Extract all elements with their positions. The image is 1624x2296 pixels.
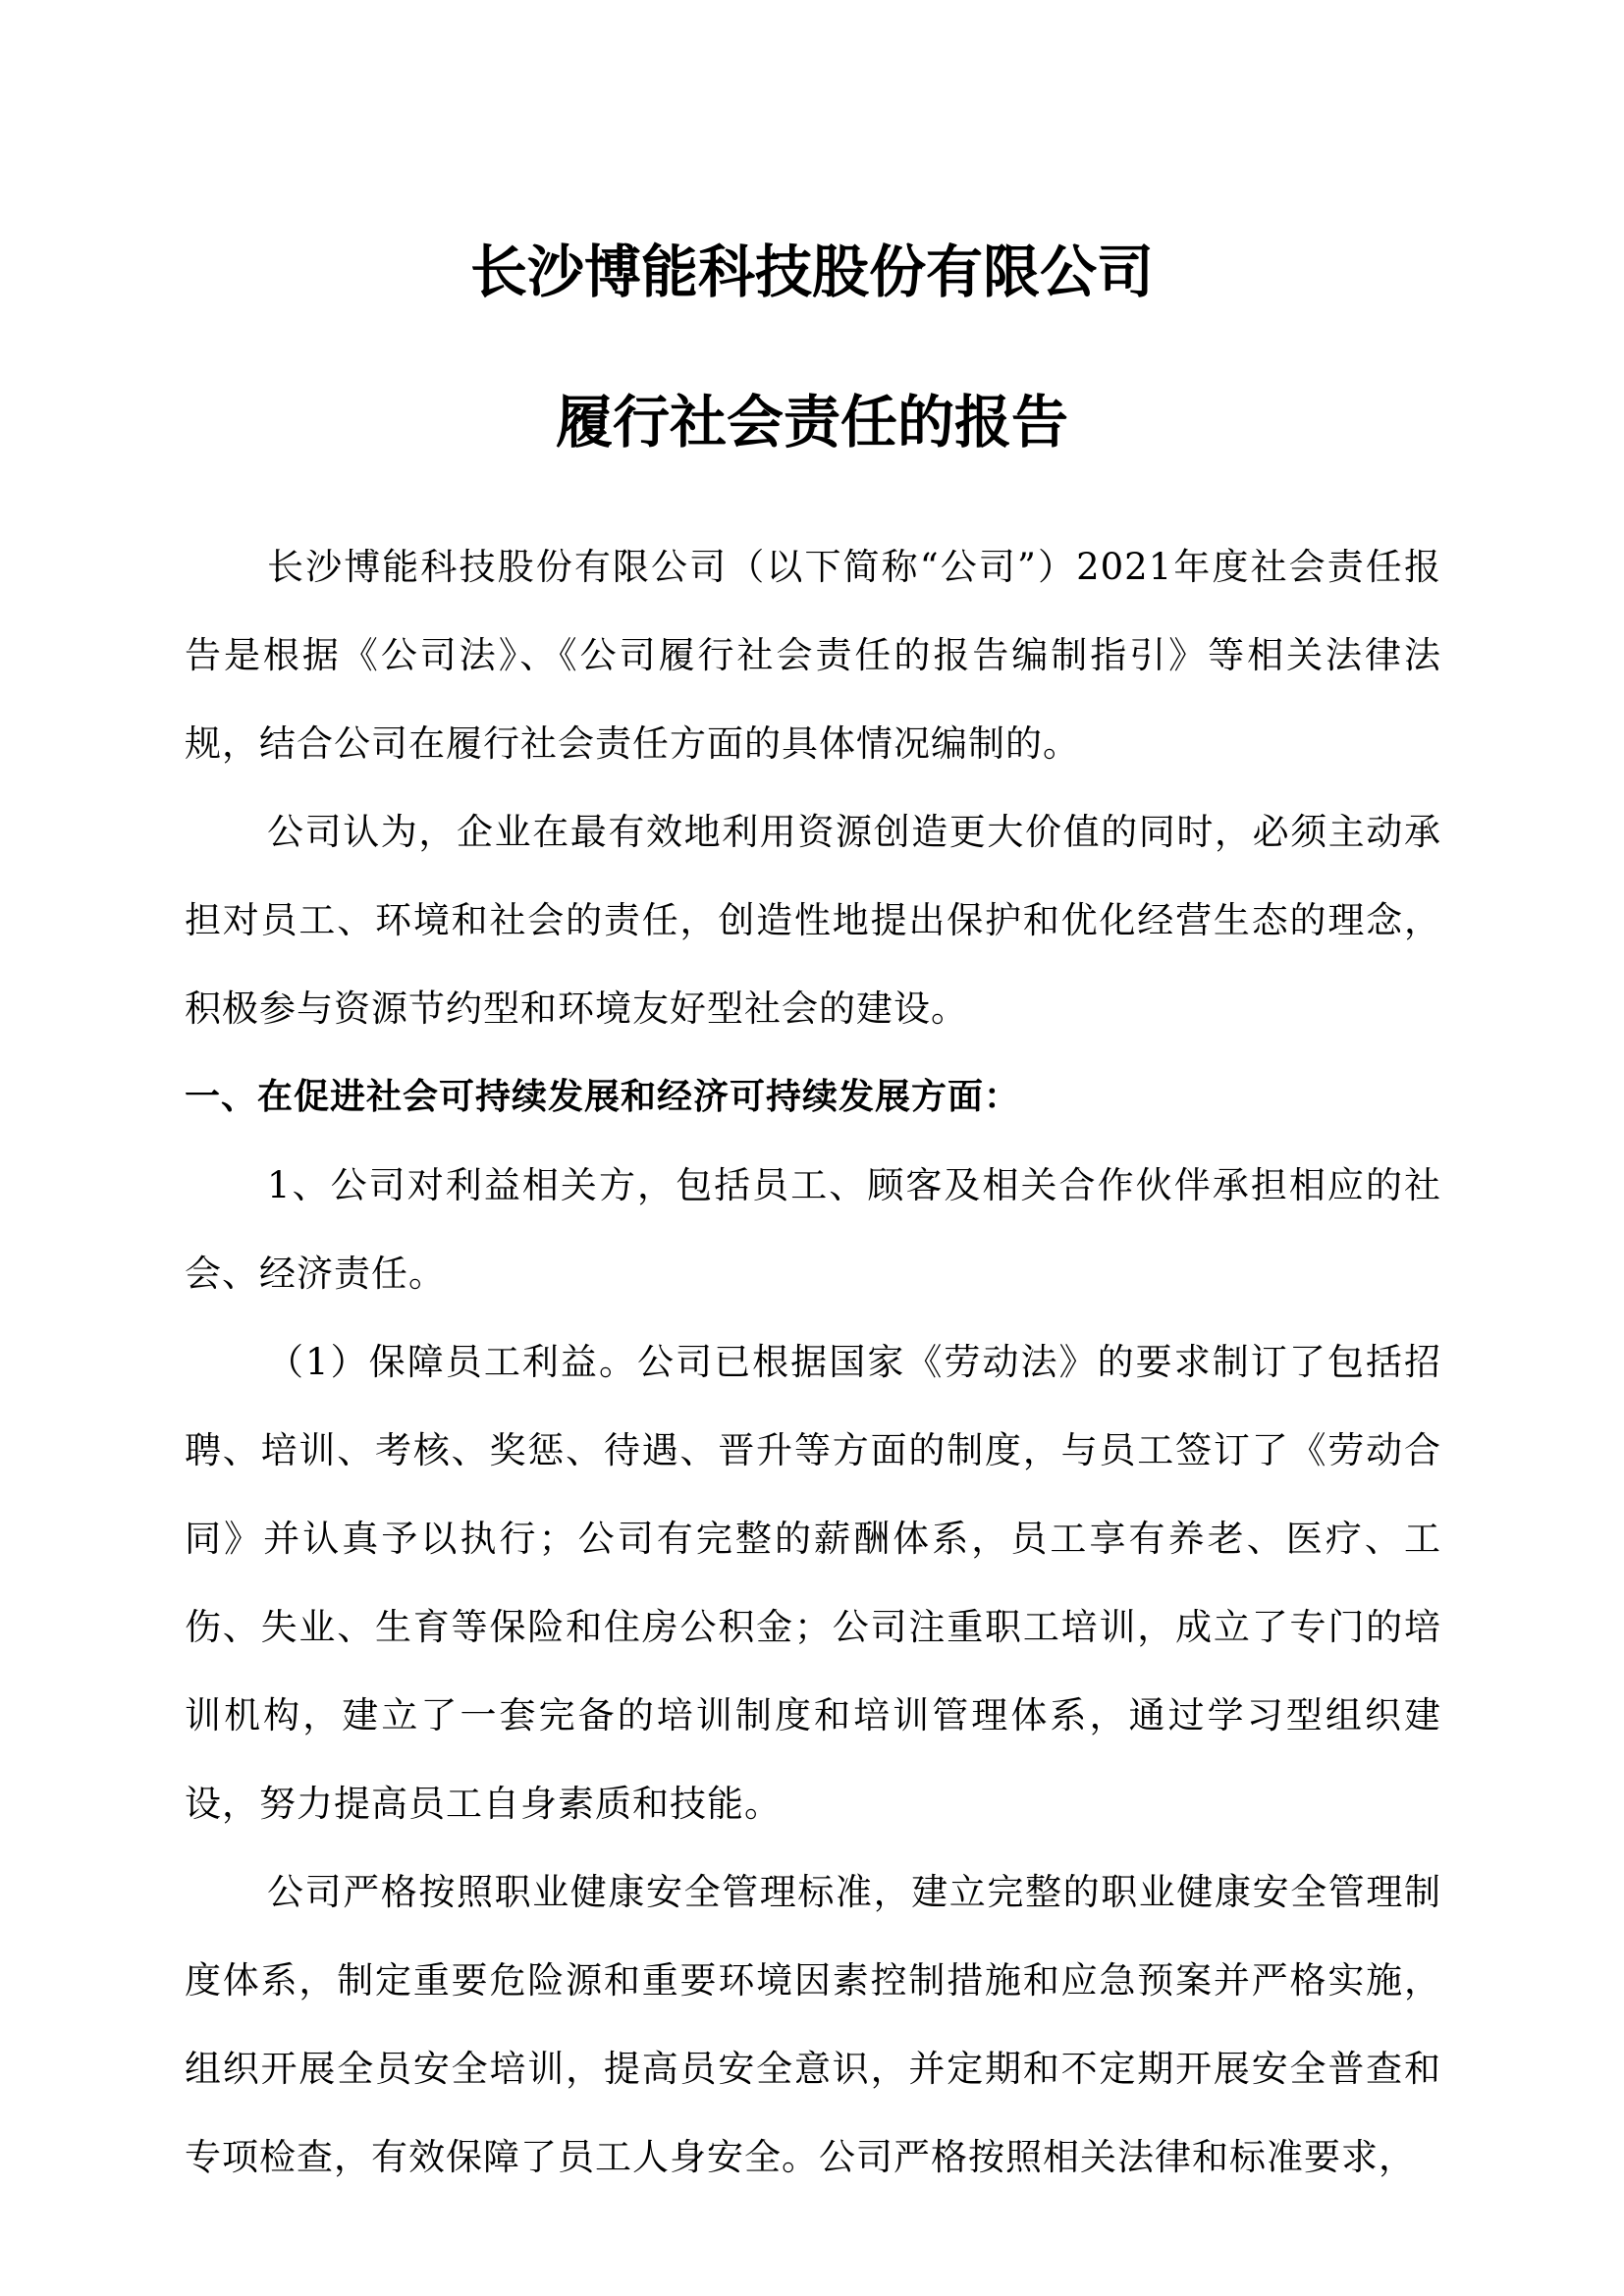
paragraph-safety: 公司严格按照职业健康安全管理标准，建立完整的职业健康安全管理制度体系，制定重要危险源和重要环境因素控制措施和应急预案并严格实施，组织开展全员安全培训，提高员安全意识，并定期和不定期开展安全普查和专项检查，有效保障了员工人身安全。公司严格按照相关法律和标准要求， [185, 1871, 1441, 2178]
document-title-report: 履行社会责任的报告 [555, 389, 1068, 455]
paragraph-intro: 长沙博能科技股份有限公司（以下简称“公司”）2021年度社会责任报告是根据《公司法》、《公司履行社会责任的报告编制指引》等相关法律法规，结合公司在履行社会责任方面的具体情况编制的。 [185, 546, 1441, 765]
document-body [185, 523, 1441, 2202]
document-title-company: 长沙博能科技股份有限公司 [469, 239, 1154, 305]
section-heading-1: 一、在促进社会可持续发展和经济可持续发展方面： [185, 1077, 1021, 1117]
paragraph-item-1: 1、公司对利益相关方，包括员工、顾客及相关合作伙伴承担相应的社会、经济责任。 [185, 1164, 1441, 1295]
paragraph-item-1-1: （1）保障员工利益。公司已根据国家《劳动法》的要求制订了包括招聘、培训、考核、奖惩、待遇、晋升等方面的制度，与员工签订了《劳动合同》并认真予以执行；公司有完整的薪酬体系，员工享有养老、医疗、工伤、失业、生育等保险和住房公积金；公司注重职工培训，成立了专门的培训机构，建立了一套完备的培训制度和培训管理体系，通过学习型组织建设，努力提高员工自身素质和技能。 [185, 1341, 1441, 1825]
paragraph-belief: 公司认为，企业在最有效地利用资源创造更大价值的同时，必须主动承担对员工、环境和社会的责任，创造性地提出保护和优化经营生态的理念，积极参与资源节约型和环境友好型社会的建设。 [185, 811, 1441, 1030]
